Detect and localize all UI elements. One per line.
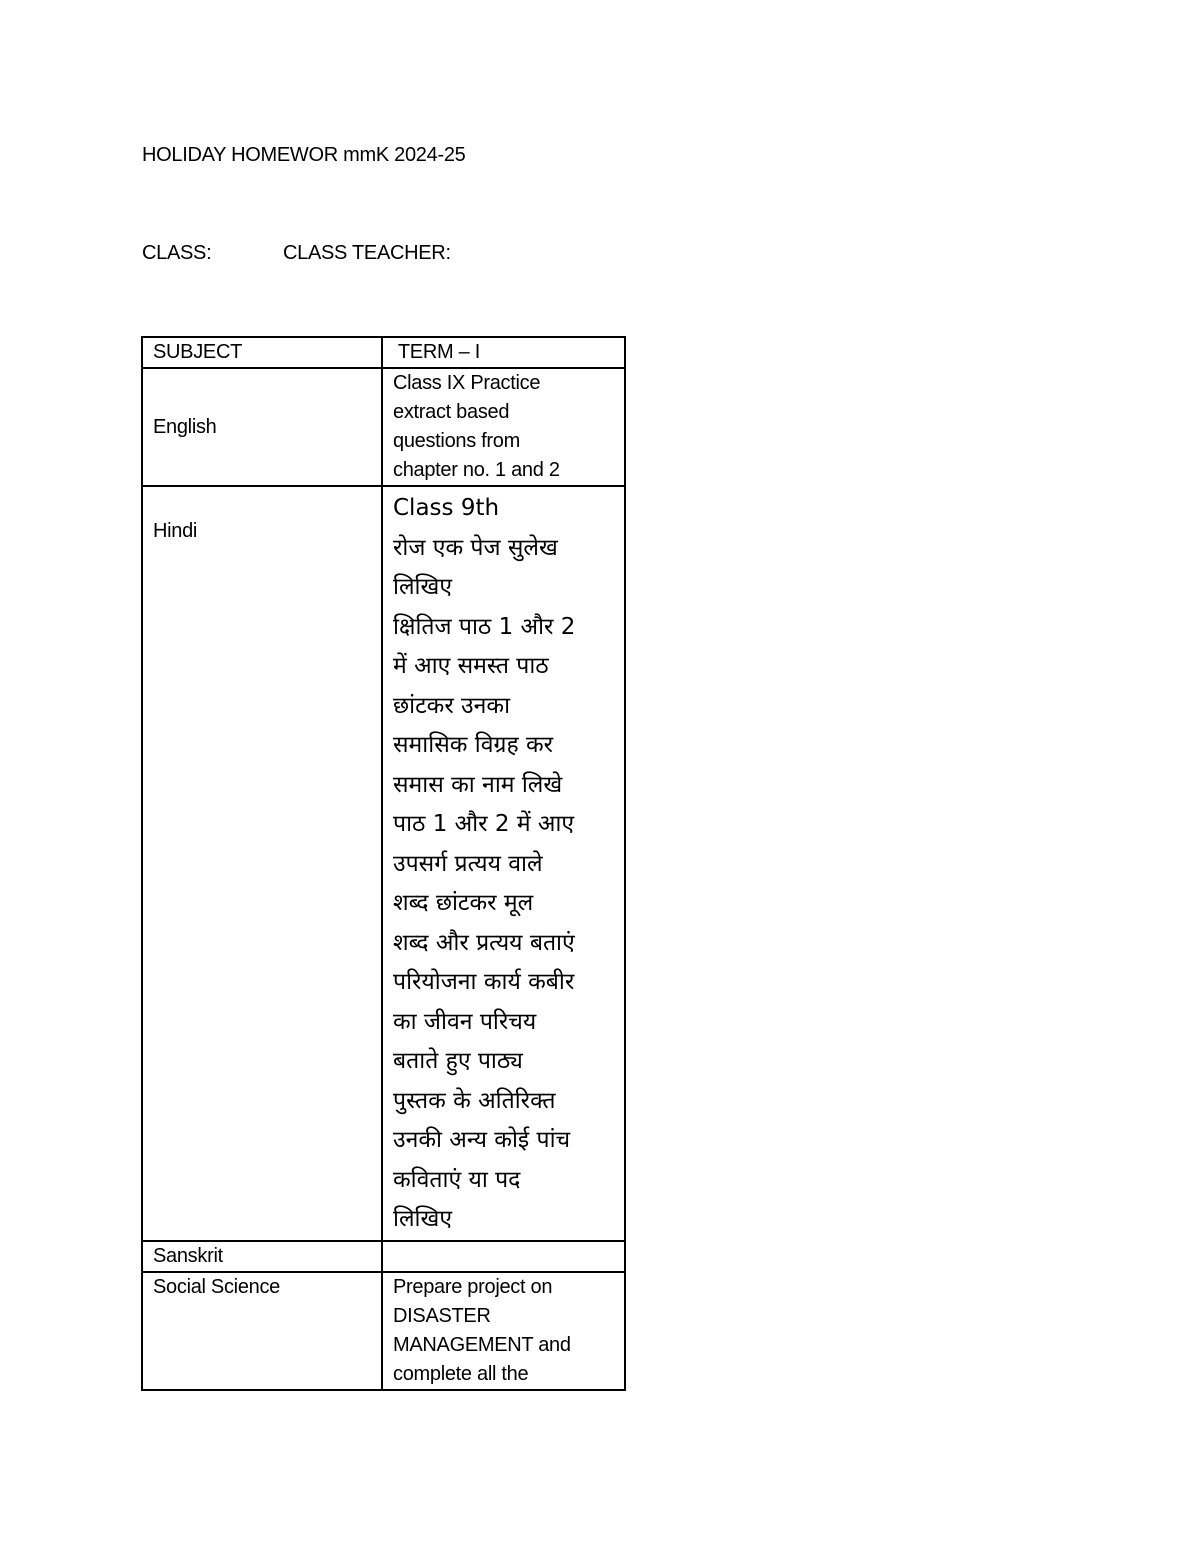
- term1-social-science-line: MANAGEMENT and: [393, 1333, 571, 1356]
- term1-english: [382, 368, 625, 486]
- term1-hindi-line: छांटकर उनका: [393, 692, 511, 719]
- table-header-row: [142, 337, 625, 368]
- term1-hindi-line: उनकी अन्य कोई पांच: [393, 1127, 571, 1153]
- term1-hindi-line: क्षितिज पाठ 1 और 2: [393, 613, 576, 640]
- table-row-social-science: [142, 1272, 625, 1390]
- term1-hindi-line: परियोजना कार्य कबीर: [393, 969, 575, 995]
- subject-sanskrit: Sanskrit: [142, 1241, 382, 1272]
- term1-hindi-line: Class 9th: [393, 495, 500, 521]
- header-subject: SUBJECT: [142, 337, 382, 368]
- term1-hindi-line: बताते हुए पाठ्य: [393, 1048, 523, 1074]
- table-row-english: [142, 368, 625, 486]
- class-teacher-label: CLASS TEACHER:: [283, 242, 451, 264]
- table-row-hindi: [142, 486, 625, 1241]
- subject-hindi: Hindi: [142, 486, 382, 1241]
- table-row-sanskrit: [142, 1241, 625, 1272]
- header-term-1: TERM – I: [382, 337, 625, 368]
- term1-english-line: extract based: [393, 401, 510, 423]
- term1-english-line: Class IX Practice: [393, 372, 541, 394]
- term1-hindi-line: पुस्तक के अतिरिक्त: [393, 1087, 556, 1114]
- term1-hindi-line: शब्द छांटकर मूल: [393, 890, 534, 916]
- subject-english: English: [142, 368, 382, 486]
- term1-hindi-line: शब्द और प्रत्यय बताएं: [393, 929, 575, 956]
- term1-social-science-line: Prepare project on: [393, 1275, 553, 1298]
- document-title: HOLIDAY HOMEWOR mmK 2024-25: [142, 144, 466, 166]
- term1-hindi-line: समासिक विग्रह कर: [393, 732, 554, 758]
- term1-hindi-line: लिखिए: [393, 574, 453, 600]
- term1-social-science-line: DISASTER: [393, 1304, 491, 1327]
- term1-social-science-line: complete all the: [393, 1362, 529, 1385]
- subject-social-science: Social Science: [142, 1272, 382, 1390]
- term1-sanskrit: [382, 1241, 625, 1272]
- term1-english-line: questions from: [393, 430, 520, 452]
- term1-hindi: [382, 486, 625, 1241]
- term1-hindi-line: में आए समस्त पाठ: [393, 653, 549, 679]
- term1-english-line: chapter no. 1 and 2: [393, 459, 560, 481]
- term1-hindi-line: रोज एक पेज सुलेख: [393, 534, 558, 561]
- term1-hindi-line: लिखिए: [393, 1206, 453, 1232]
- term1-hindi-line: का जीवन परिचय: [393, 1008, 537, 1035]
- term1-hindi-line: पाठ 1 और 2 में आए: [393, 811, 575, 837]
- term1-hindi-line: उपसर्ग प्रत्यय वाले: [393, 850, 543, 877]
- term1-hindi-line: समास का नाम लिखे: [393, 771, 563, 798]
- term1-hindi-line: कविताएं या पद: [393, 1166, 521, 1193]
- class-label: CLASS:: [142, 242, 212, 264]
- term1-social-science: [382, 1272, 625, 1390]
- homework-table: [141, 336, 626, 1391]
